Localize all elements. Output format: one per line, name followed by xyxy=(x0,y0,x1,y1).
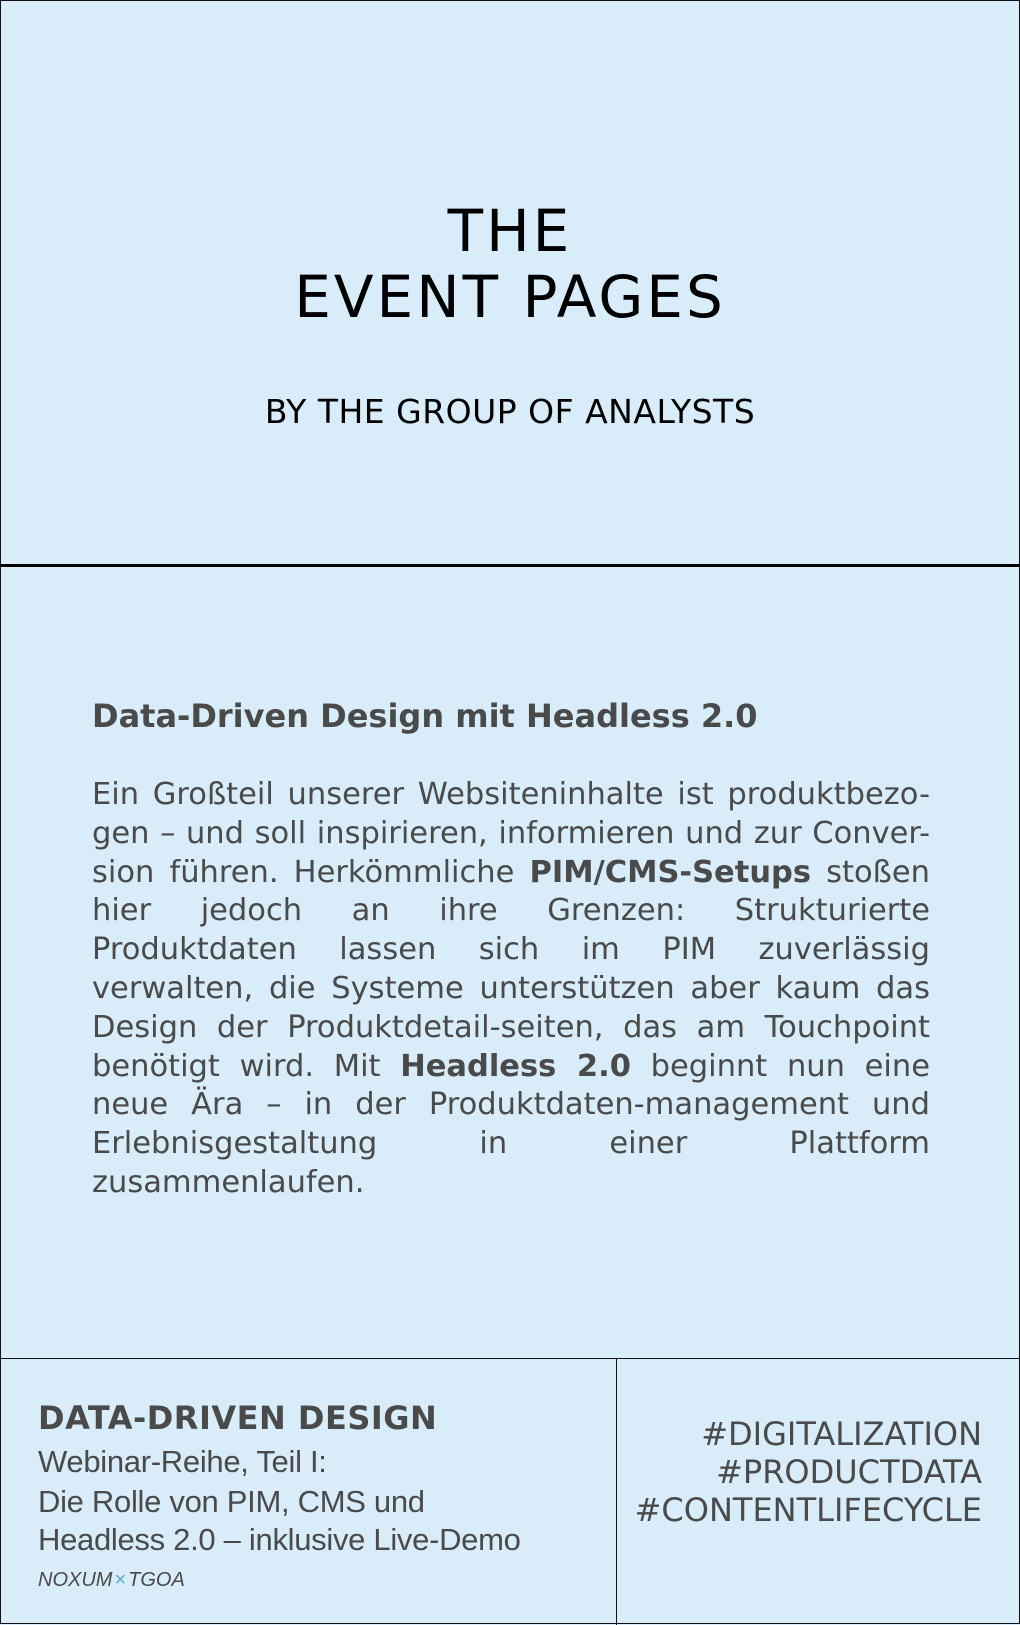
title-line-2: EVENT PAGES xyxy=(294,263,726,331)
partner-credit xyxy=(38,1567,598,1593)
masthead xyxy=(0,0,1020,567)
page-title xyxy=(0,198,1020,330)
event-series-title: DATA-DRIVEN DESIGN xyxy=(38,1399,438,1437)
event-topic-line-1: Die Rolle von PIM, CMS und xyxy=(38,1484,425,1519)
article-body xyxy=(92,776,930,1203)
partner-noxum: NOXUM xyxy=(38,1569,113,1591)
article xyxy=(92,696,930,1203)
footer-divider xyxy=(616,1359,617,1625)
hashtag: #DIGITALIZATION xyxy=(701,1415,982,1453)
article-text: beginnt nun eine neue Ära – in der Produktdaten-management und Erlebnisgestaltung in einer Plattform zusammenlaufen. xyxy=(92,1048,930,1200)
page-subtitle: BY THE GROUP OF ANALYSTS xyxy=(264,392,756,431)
times-icon: × xyxy=(114,1569,127,1591)
title-line-1: THE xyxy=(447,197,573,265)
event-topic-line-2: Headless 2.0 – inklusive Live-Demo xyxy=(38,1522,521,1557)
event-info xyxy=(38,1399,598,1593)
hashtag: #PRODUCTDATA xyxy=(716,1453,982,1491)
partner-tgoa: TGOA xyxy=(128,1569,185,1591)
event-subtitle: Webinar-Reihe, Teil I: xyxy=(38,1444,327,1479)
article-text: Ein Großteil unserer Websiteninhalte ist produktbezo-gen – und soll inspirieren, informieren und zur Conver-sion führen. Herkömmliche xyxy=(92,777,930,890)
article-text: stoßen hier jedoch an ihre Grenzen: Strukturierte Produktdaten lassen sich im PIM zuverlässig verwalten, die Systeme unterstützen aber kaum das Design der Produktdetail-seiten, das am Touchpoint benötigt wird. Mit xyxy=(92,854,930,1084)
article-heading: Data-Driven Design mit Headless 2.0 xyxy=(92,697,758,735)
article-text-bold: PIM/CMS-Setups xyxy=(529,854,812,890)
footer xyxy=(0,1358,1020,1624)
hashtag-list xyxy=(635,1415,982,1529)
hashtag: #CONTENTLIFECYCLE xyxy=(634,1491,982,1529)
article-text-bold: Headless 2.0 xyxy=(400,1048,631,1084)
